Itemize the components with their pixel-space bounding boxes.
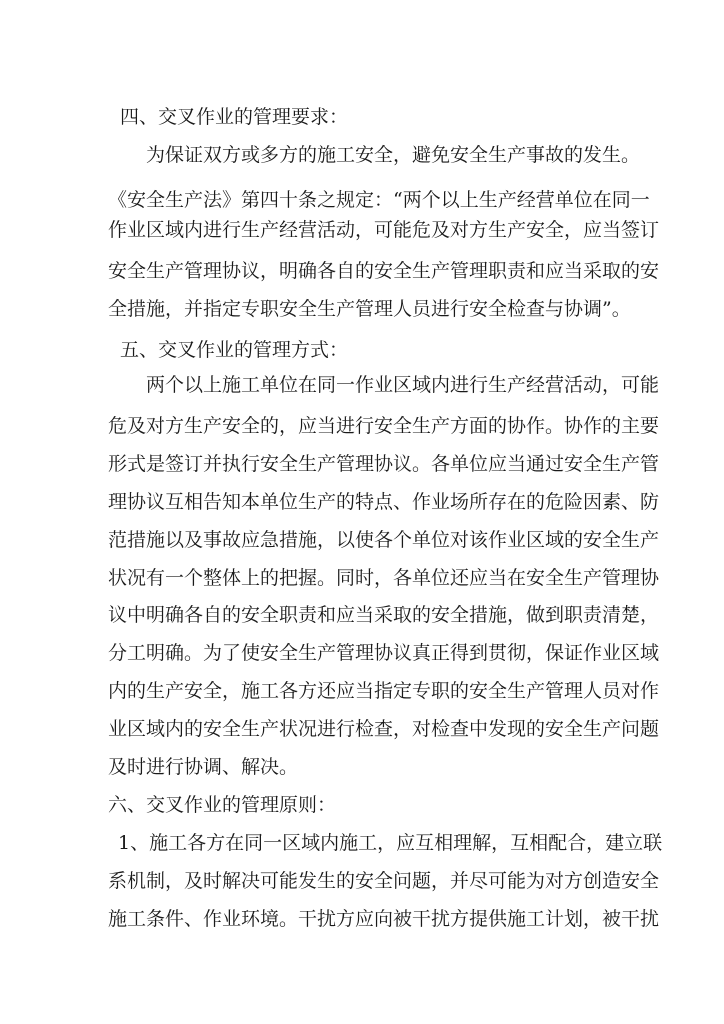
section-4-paragraph-line: 安全生产管理协议，明确各自的安全生产管理职责和应当采取的安 (108, 260, 660, 282)
section-5-paragraph-line: 形式是签订并执行安全生产管理协议。各单位应当通过安全生产管 (108, 453, 660, 475)
section-5-paragraph-line: 议中明确各自的安全职责和应当采取的安全措施，做到职责清楚， (108, 604, 660, 626)
section-5-paragraph-line: 理协议互相告知本单位生产的特点、作业场所存在的危险因素、防 (108, 491, 660, 513)
section-5-paragraph-line: 危及对方生产安全的，应当进行安全生产方面的协作。协作的主要 (108, 415, 660, 437)
section-4-paragraph-line: 《安全生产法》第四十条之规定：“两个以上生产经营单位在同一 (108, 189, 650, 211)
section-5-paragraph-line: 分工明确。为了使安全生产管理协议真正得到贯彻，保证作业区域 (108, 642, 660, 664)
section-5-paragraph-line: 业区域内的安全生产状况进行检查，对检查中发现的安全生产问题 (108, 718, 660, 740)
section-4-heading: 四、交叉作业的管理要求： (120, 106, 349, 128)
section-6-paragraph-line: 系机制，及时解决可能发生的安全问题，并尽可能为对方创造安全 (108, 870, 660, 892)
section-5-paragraph-line: 两个以上施工单位在同一作业区域内进行生产经营活动，可能 (146, 374, 660, 396)
section-6-paragraph-line: 1、施工各方在同一区域内施工，应互相理解，互相配合，建立联 (118, 832, 663, 854)
section-4-paragraph-line: 为保证双方或多方的施工安全，避免安全生产事故的发生。 (146, 144, 641, 166)
section-6-heading: 六、交叉作业的管理原则： (108, 794, 337, 816)
section-5-paragraph-line: 范措施以及事故应急措施，以使各个单位对该作业区域的安全生产 (108, 529, 660, 551)
section-5-heading: 五、交叉作业的管理方式： (120, 339, 349, 361)
section-6-paragraph-line: 施工条件、作业环境。干扰方应向被干扰方提供施工计划，被干扰 (108, 908, 660, 930)
section-5-paragraph-line: 及时进行协调、解决。 (108, 756, 299, 778)
section-4-paragraph-line: 全措施，并指定专职安全生产管理人员进行安全检查与协调”。 (108, 298, 631, 320)
section-5-paragraph-line: 状况有一个整体上的把握。同时，各单位还应当在安全生产管理协 (108, 567, 660, 589)
section-5-paragraph-line: 内的生产安全，施工各方还应当指定专职的安全生产管理人员对作 (108, 680, 660, 702)
section-4-paragraph-line: 作业区域内进行生产经营活动，可能危及对方生产安全，应当签订 (108, 219, 660, 241)
